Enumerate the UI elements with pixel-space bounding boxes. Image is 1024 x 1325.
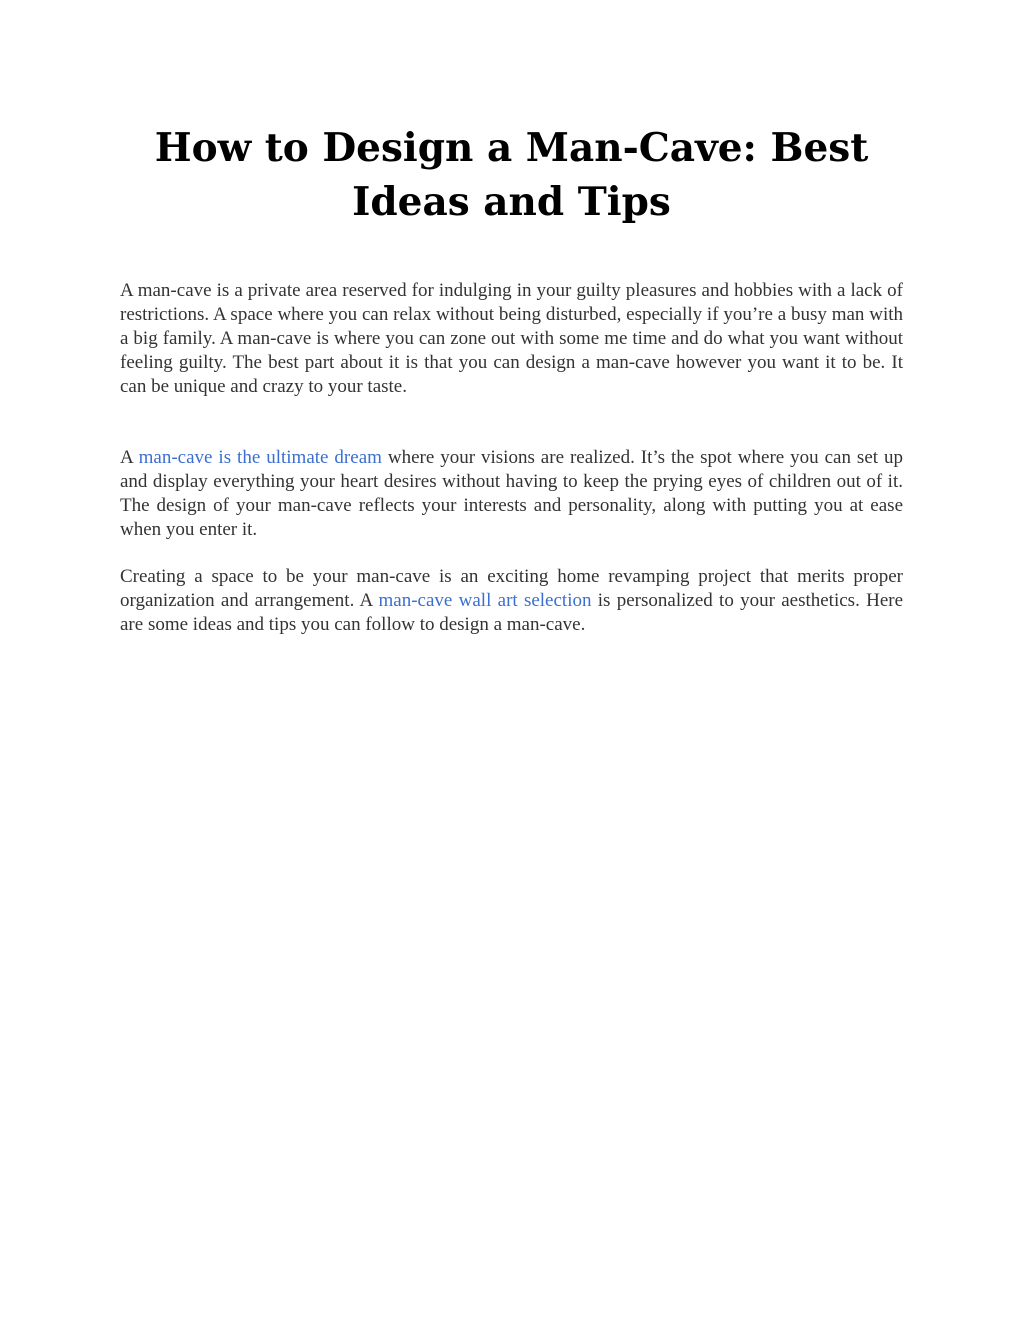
paragraph-creating-lead: Creating a space to be your man-cave is an exciting home revamping project that merits proper organization and arrangement. A bbox=[120, 566, 903, 611]
link-ultimate-dream[interactable]: man-cave is the ultimate dream bbox=[138, 447, 382, 468]
paragraph-dream-rest: where your visions are realized. It’s the spot where you can set up and display everything your heart desires without having to keep the prying eyes of children out of it. The design of your man-cave reflects your interests and personality, along with putting you at ease when you enter it. bbox=[120, 447, 903, 540]
paragraph-creating bbox=[120, 565, 903, 637]
paragraph-intro bbox=[120, 279, 903, 399]
paragraph-dream-lead: A bbox=[120, 447, 139, 468]
link-wall-art-selection[interactable]: man-cave wall art selection bbox=[378, 590, 592, 611]
paragraph-intro-text: A man-cave is a private area reserved for indulging in your guilty pleasures and hobbies with a lack of restrictions. A space where you can relax without being disturbed, especially if you’re a busy man with a big family. A man-cave is where you can zone out with some me time and do what you want without feeling guilty. The best part about it is that you can design a man-cave however you want it to be. It can be unique and crazy to your taste. bbox=[120, 280, 903, 397]
page-title: How to Design a Man-Cave: Best Ideas and Tips bbox=[154, 125, 869, 225]
paragraph-dream bbox=[120, 446, 903, 542]
paragraph-creating-rest: is personalized to your aesthetics. Here are some ideas and tips you can follow to design a man-cave. bbox=[120, 590, 904, 635]
